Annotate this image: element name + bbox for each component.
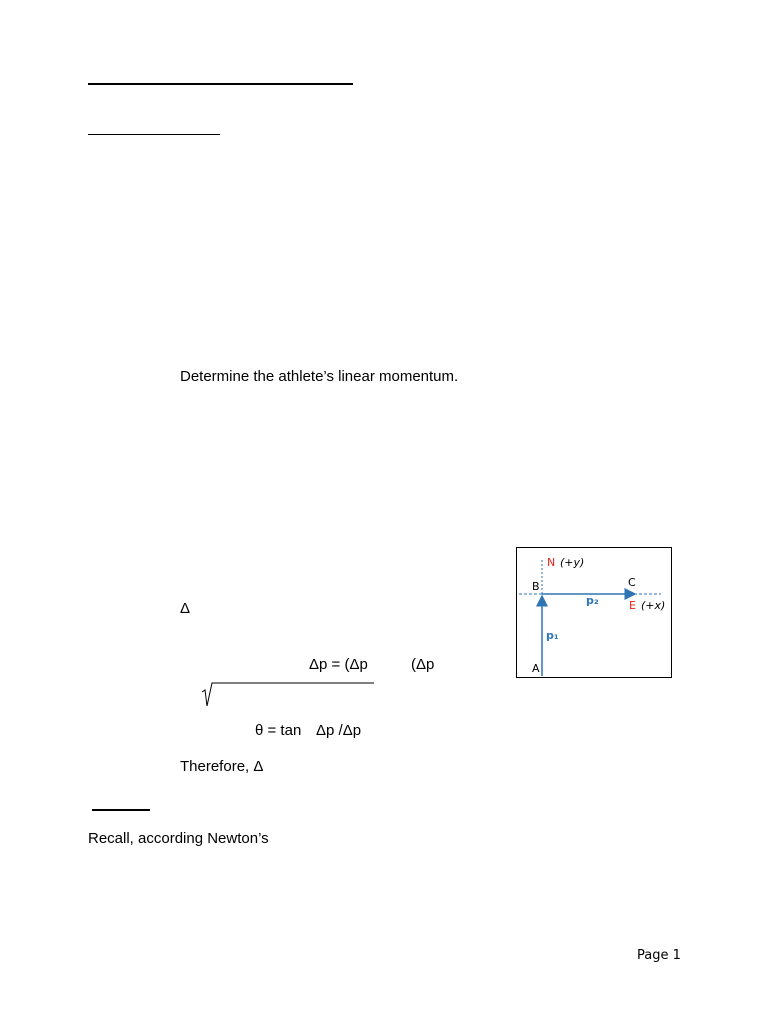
vector-diagram-graphics [517,548,673,679]
delta-p-expression-second-term: (Δp [411,656,435,673]
page-number: Page 1 [637,948,681,963]
recall-text: Recall, according Newton’s [88,830,269,847]
east-label: E [629,599,636,612]
momentum-vector-diagram [516,547,672,678]
north-axis-label: (+y) [560,556,585,569]
theta-expression-ratio: Δp /Δp [316,722,362,739]
square-root-sign [198,680,378,710]
subtitle-underline [88,134,220,135]
delta-p-expression: Δp = (Δp [309,656,368,673]
point-b-label: B [532,580,540,593]
north-label: N [547,556,556,569]
delta-symbol: Δ [180,600,191,617]
p2-vector-label: p₂ [586,594,599,607]
east-axis-label: (+x) [641,599,666,612]
section-underline [92,809,150,811]
title-underline [88,83,353,85]
therefore-text: Therefore, Δ [180,758,264,775]
p1-vector-label: p₁ [546,629,559,642]
question-text: Determine the athlete’s linear momentum. [180,368,459,385]
theta-expression: θ = tan [255,722,302,739]
point-a-label: A [532,662,540,675]
point-c-label: C [628,576,636,589]
